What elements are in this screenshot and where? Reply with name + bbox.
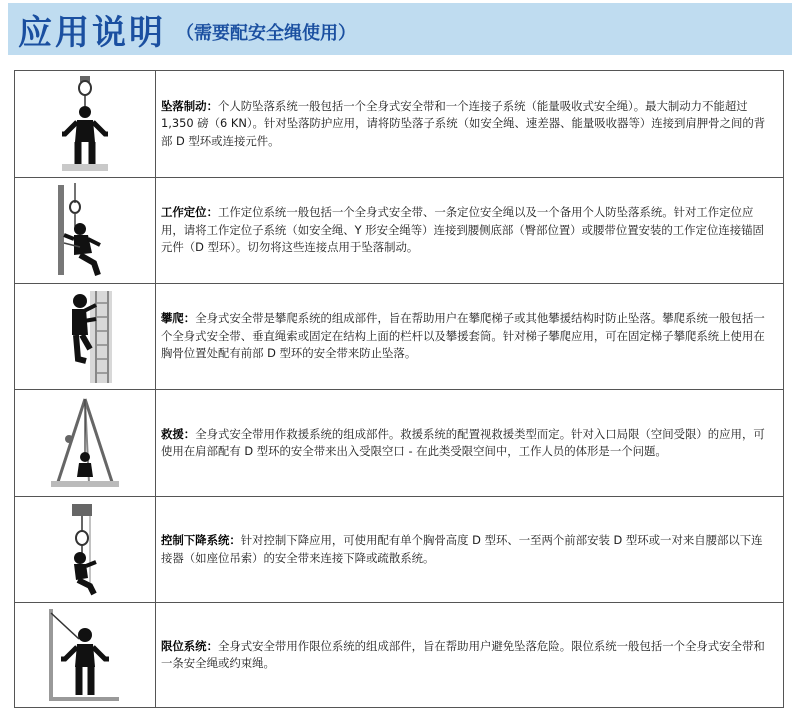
table-row <box>15 178 783 284</box>
page-subtitle: （需要配安全绳使用） <box>176 23 356 44</box>
page-title: 应用说明 <box>18 12 166 53</box>
row-term: 工作定位： <box>161 205 218 220</box>
work-positioning-figure-icon <box>15 178 156 283</box>
row-text: 全身式安全带是攀爬系统的组成部件，旨在帮助用户在攀爬梯子或其他攀援结构时防止坠落。攀爬系统一般包括一个全身式安全带、垂直绳索或固定在结构上面的栏杆以及攀援套筒。针对梯子攀爬应用，可在固定梯子攀爬系统上使用在胸骨位置处配有前部 D 型环的安全带来防止坠落。 <box>161 311 765 361</box>
row-term: 限位系统： <box>161 638 218 653</box>
ladder-climbing-figure-icon <box>15 284 156 389</box>
table-row <box>15 603 783 707</box>
row-text: 针对控制下降应用，可使用配有单个胸骨高度 D 型环、一至两个前部安装 D 型环或一对来自腰部以下连接器（如座位吊索）的安全带来连接下降或疏散系统。 <box>161 533 763 565</box>
row-description <box>156 178 783 283</box>
fall-arrest-figure-icon <box>15 71 156 177</box>
row-description <box>156 71 783 177</box>
row-description <box>156 284 783 389</box>
application-table <box>14 70 784 708</box>
row-description <box>156 390 783 496</box>
row-term: 救援： <box>161 426 196 441</box>
row-text: 全身式安全带用作限位系统的组成部件，旨在帮助用户避免坠落危险。限位系统一般包括一个全身式安全带和一条安全绳或约束绳。 <box>161 638 765 670</box>
controlled-descent-figure-icon <box>15 497 156 602</box>
row-description <box>156 603 783 707</box>
row-description <box>156 497 783 602</box>
table-row <box>15 71 783 178</box>
restraint-figure-icon <box>15 603 156 707</box>
row-term: 攀爬： <box>161 311 196 326</box>
row-text: 全身式安全带用作救援系统的组成部件。救援系统的配置视救援类型而定。针对入口局限（空间受限）的应用，可使用在肩部配有 D 型环的安全带来出入受限空口 - 在此类受限空间中，工作人员的体形是一个问题。 <box>161 426 765 458</box>
table-row <box>15 497 783 603</box>
row-text: 工作定位系统一般包括一个全身式安全带、一条定位安全绳以及一个备用个人防坠落系统。针对工作定位应用，请将工作定位子系统（如安全绳、Y 形安全绳等）连接到腰侧底部（臀部位置）或腰带位置安装的工作定位连接锚固元件（D 型环）。切勿将这些连接点用于坠落制动。 <box>161 205 764 255</box>
row-term: 控制下降系统： <box>161 533 241 547</box>
row-text: 个人防坠落系统一般包括一个全身式安全带和一个连接子系统（能量吸收式安全绳）。最大制动力不能超过 1,350 磅（6 KN）。针对坠落防护应用，请将防坠落子系统（如安全绳、速差器、能量吸收器等）连接到肩胛骨之间的背部 D 型环或连接元件。 <box>161 98 766 148</box>
page-header <box>8 3 792 55</box>
table-row <box>15 284 783 390</box>
row-term: 坠落制动： <box>161 98 218 113</box>
rescue-tripod-figure-icon <box>15 390 156 496</box>
table-row <box>15 390 783 497</box>
